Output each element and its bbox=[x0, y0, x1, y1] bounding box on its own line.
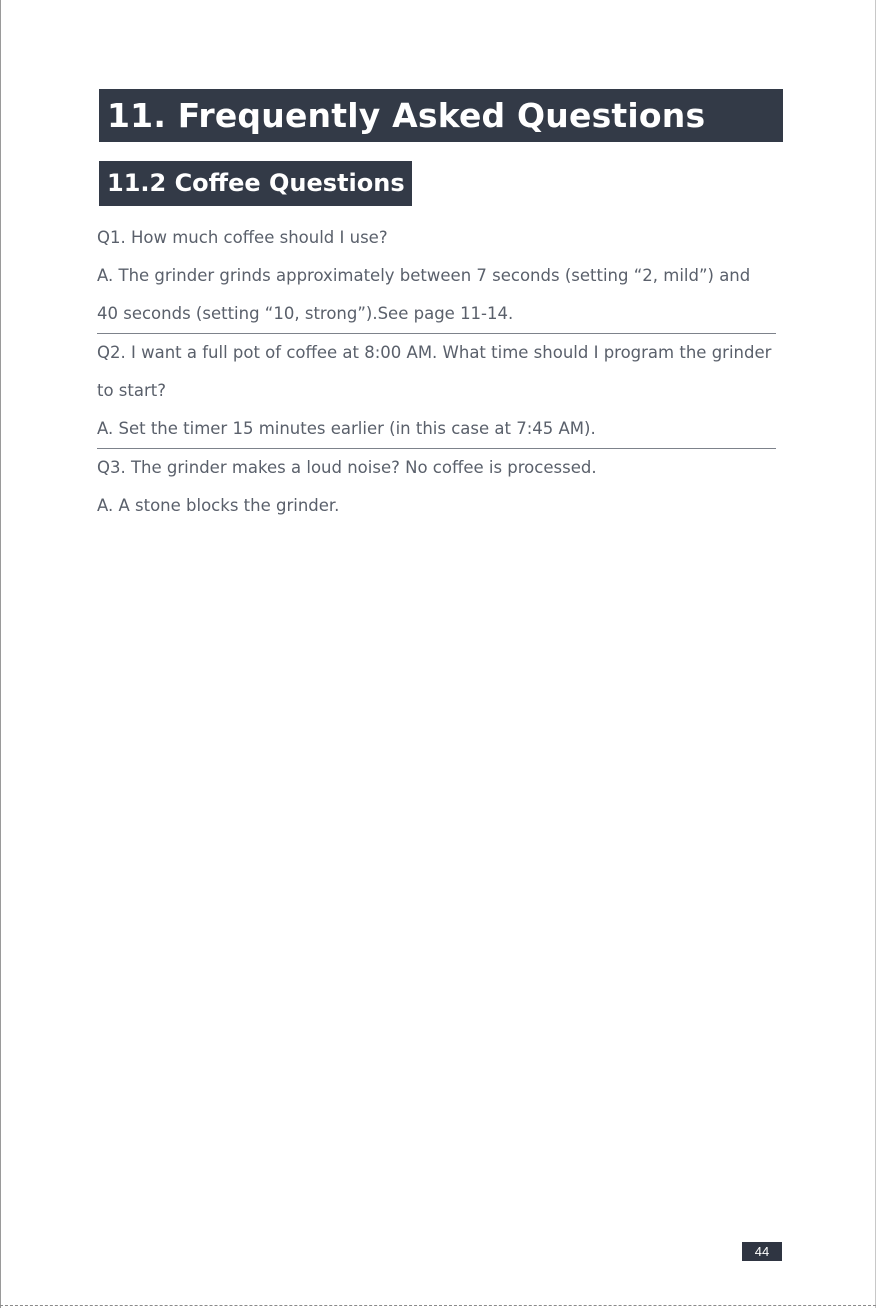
faq-list bbox=[97, 219, 787, 525]
page-number: 44 bbox=[742, 1242, 782, 1261]
answer-q3: A. A stone blocks the grinder. bbox=[97, 496, 340, 515]
question-q2-line-1: Q2. I want a full pot of coffee at 8:00 AM. What time should I program the grinder bbox=[97, 343, 772, 362]
answer-q1-line-2: 40 seconds (setting “10, strong”).See page 11-14. bbox=[97, 304, 514, 323]
answer-q1-line-1: A. The grinder grinds approximately between 7 seconds (setting “2, mild”) and bbox=[97, 266, 751, 285]
page-edge-bottom bbox=[0, 1305, 876, 1306]
faq-item-q3 bbox=[97, 449, 787, 525]
page-edge-left bbox=[0, 0, 1, 1308]
faq-item-q1 bbox=[97, 219, 787, 333]
section-title: 11.2 Coffee Questions bbox=[99, 161, 412, 206]
faq-item-q2 bbox=[97, 334, 787, 448]
answer-q2: A. Set the timer 15 minutes earlier (in this case at 7:45 AM). bbox=[97, 419, 596, 438]
question-q2-line-2: to start? bbox=[97, 381, 166, 400]
chapter-title: 11. Frequently Asked Questions bbox=[99, 89, 783, 142]
question-q1: Q1. How much coffee should I use? bbox=[97, 228, 388, 247]
question-q3: Q3. The grinder makes a loud noise? No coffee is processed. bbox=[97, 458, 597, 477]
